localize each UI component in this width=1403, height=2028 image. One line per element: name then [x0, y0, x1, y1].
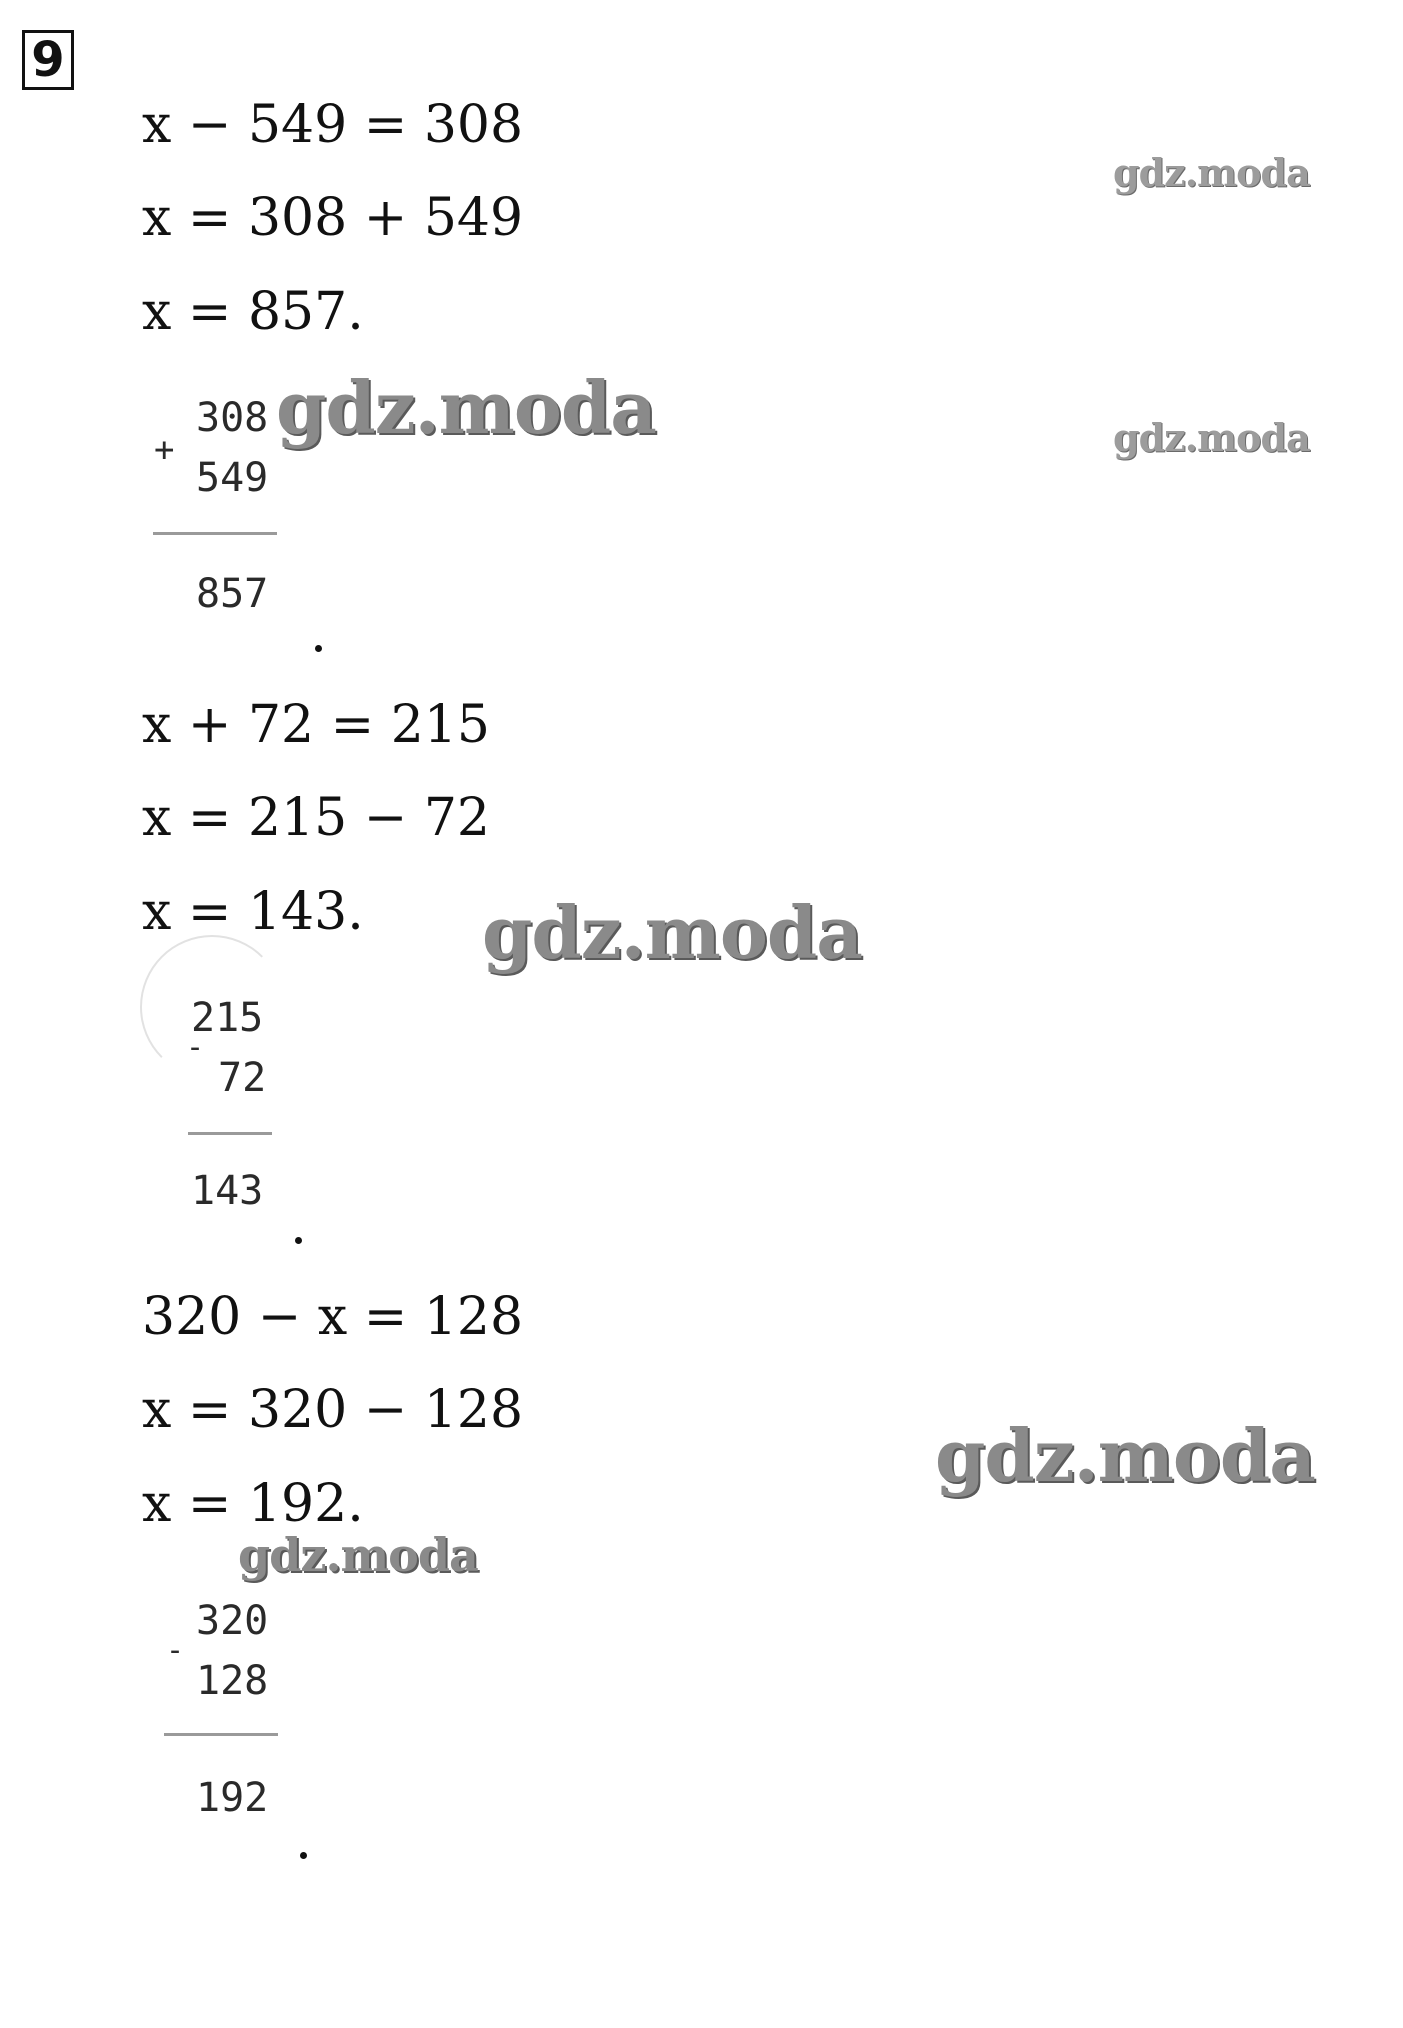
- column-top-number: 215: [191, 995, 264, 1041]
- column-result-number: 192: [196, 1775, 269, 1821]
- column-rule: [188, 1132, 272, 1135]
- equation-line: x = 308 + 549: [142, 188, 524, 248]
- equation-line: x = 320 − 128: [142, 1380, 524, 1440]
- watermark-text: gdz.moda: [238, 1528, 478, 1582]
- column-bottom-number: 72: [218, 1055, 267, 1101]
- column-top-number: 308: [196, 395, 269, 441]
- equation-line: x = 192.: [142, 1474, 364, 1534]
- column-bottom-number: 549: [196, 455, 269, 501]
- period-dot: [300, 1852, 307, 1859]
- column-rule: [164, 1733, 278, 1736]
- watermark-text: gdz.moda: [935, 1413, 1315, 1498]
- equation-line: x − 549 = 308: [142, 95, 524, 155]
- column-operator: +: [154, 430, 175, 470]
- column-top-number: 320: [196, 1598, 269, 1644]
- watermark-text: gdz.moda: [1113, 415, 1310, 460]
- equation-line: x + 72 = 215: [142, 695, 491, 755]
- column-result-number: 143: [191, 1168, 264, 1214]
- equation-line: x = 857.: [142, 282, 364, 342]
- watermark-text: gdz.moda: [276, 365, 656, 450]
- column-operator: -: [166, 1633, 185, 1668]
- equation-line: 320 − x = 128: [142, 1287, 524, 1347]
- watermark-text: gdz.moda: [482, 890, 862, 975]
- task-number-box: 9: [22, 30, 74, 90]
- equation-line: x = 143.: [142, 882, 364, 942]
- column-result-number: 857: [196, 571, 269, 617]
- period-dot: [295, 1237, 302, 1244]
- column-rule: [153, 532, 277, 535]
- column-bottom-number: 128: [196, 1658, 269, 1704]
- watermark-text: gdz.moda: [1113, 150, 1310, 195]
- column-operator: -: [186, 1030, 205, 1065]
- equation-line: x = 215 − 72: [142, 788, 491, 848]
- period-dot: [315, 645, 322, 652]
